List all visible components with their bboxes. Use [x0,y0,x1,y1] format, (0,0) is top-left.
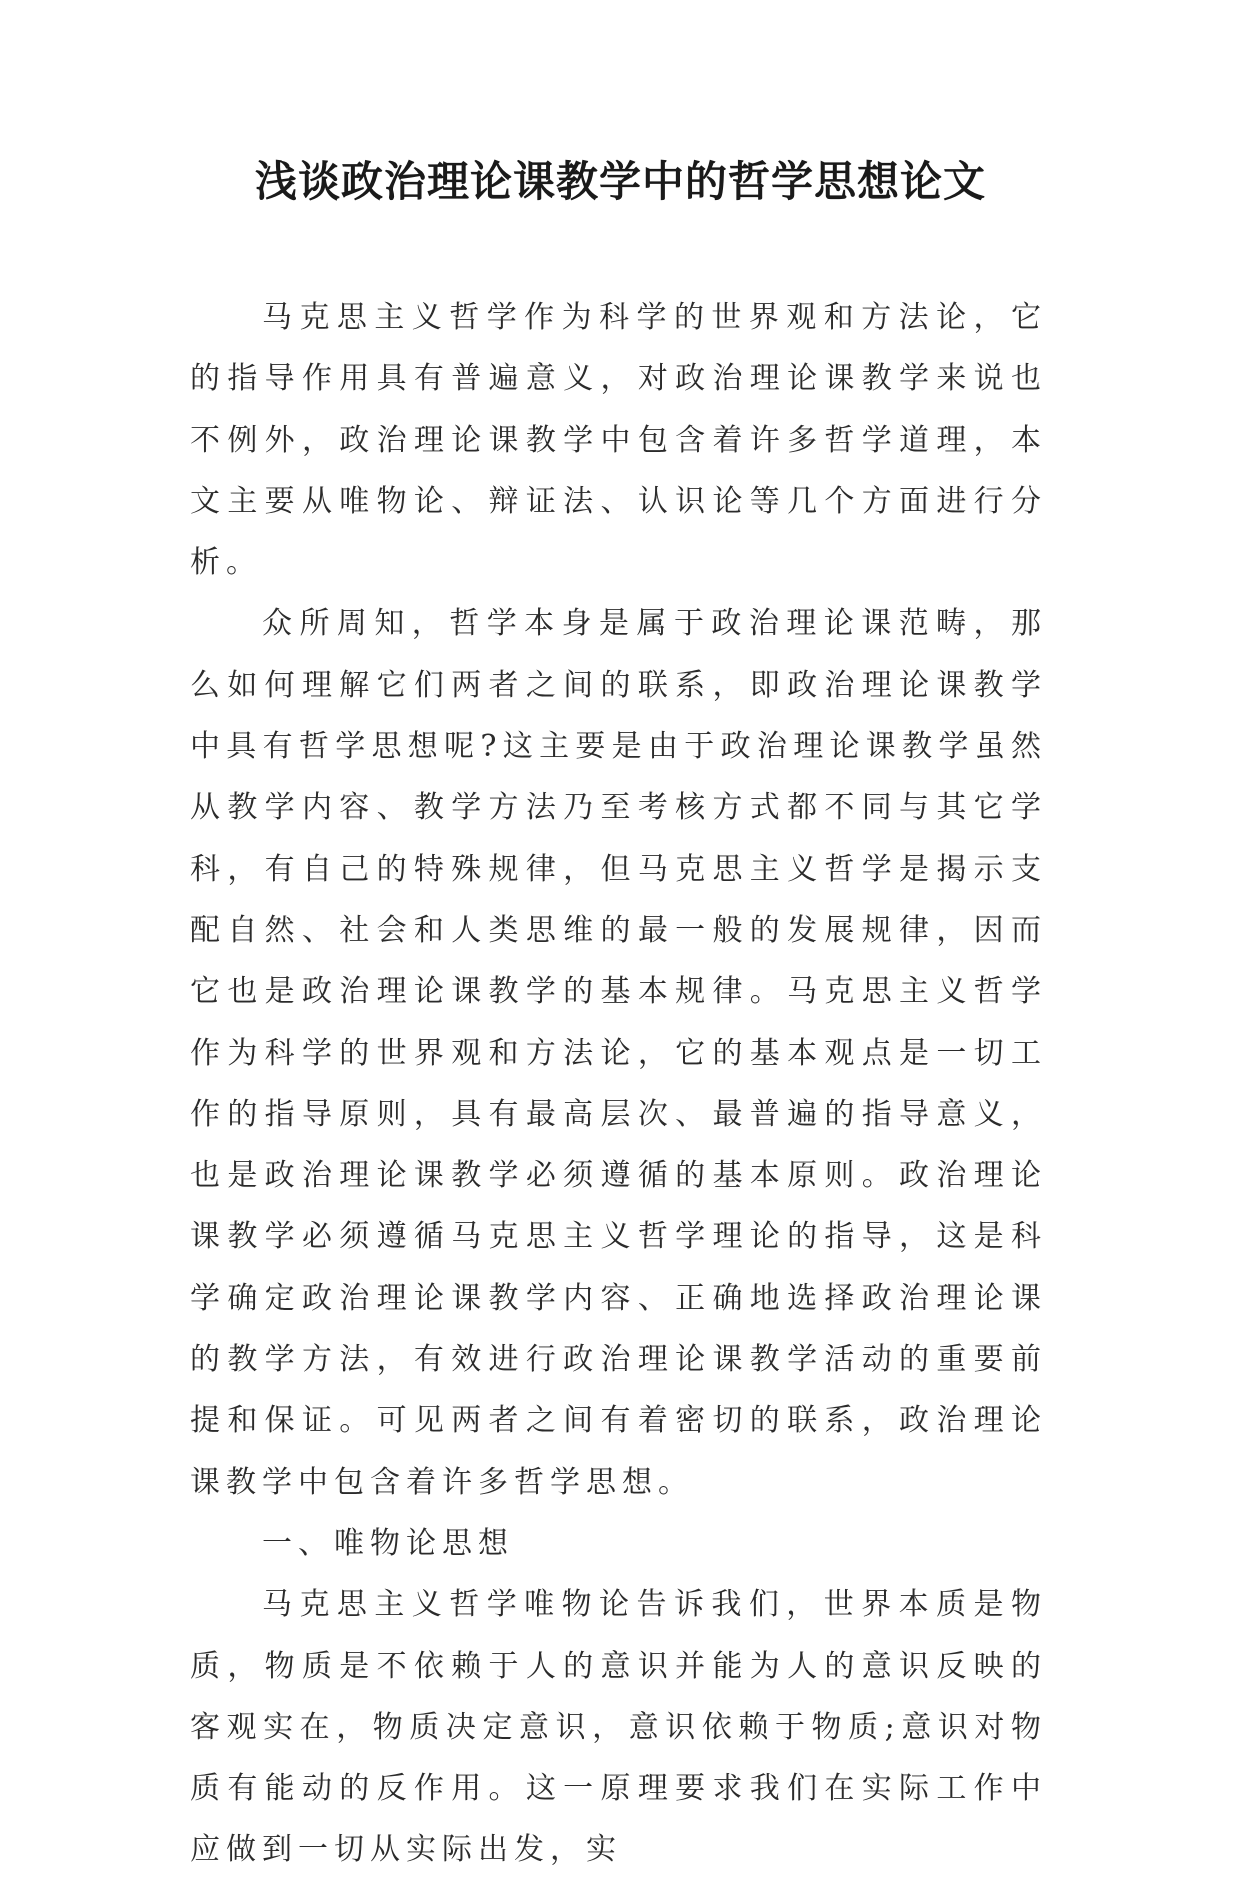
paragraph-materialism: 马克思主义哲学唯物论告诉我们，世界本质是物质，物质是不依赖于人的意识并能为人的意识反映的客观实在，物质决定意识，意识依赖于物质;意识对物质有能动的反作用。这一原理要求我们在实际工作中应做到一切从实际出发，实 [190,1587,1047,1868]
document-title: 浅谈政治理论课教学中的哲学思想论文 [254,157,986,206]
paragraph-relationship: 众所周知，哲学本身是属于政治理论课范畴，那么如何理解它们两者之间的联系，即政治理论课教学中具有哲学思想呢?这主要是由于政治理论课教学虽然从教学内容、教学方法乃至考核方式都不同与其它学科，有自己的特殊规律，但马克思主义哲学是揭示支配自然、社会和人类思维的最一般的发展规律，因而它也是政治理论课教学的基本规律。马克思主义哲学作为科学的世界观和方法论，它的基本观点是一切工作的指导原则，具有最高层次、最普遍的指导意义，也是政治理论课教学必须遵循的基本原则。政治理论课教学必须遵循马克思主义哲学理论的指导，这是科学确定政治理论课教学内容、正确地选择政治理论课的教学方法，有效进行政治理论课教学活动的重要前提和保证。可见两者之间有着密切的联系，政治理论课教学中包含着许多哲学思想。 [190,606,1047,1500]
document-body [190,287,1047,1881]
section-heading-materialism: 一、唯物论思想 [262,1525,514,1561]
paragraph-intro: 马克思主义哲学作为科学的世界观和方法论，它的指导作用具有普遍意义，对政治理论课教学来说也不例外，政治理论课教学中包含着许多哲学道理，本文主要从唯物论、辩证法、认识论等几个方面进行分析。 [190,300,1047,581]
